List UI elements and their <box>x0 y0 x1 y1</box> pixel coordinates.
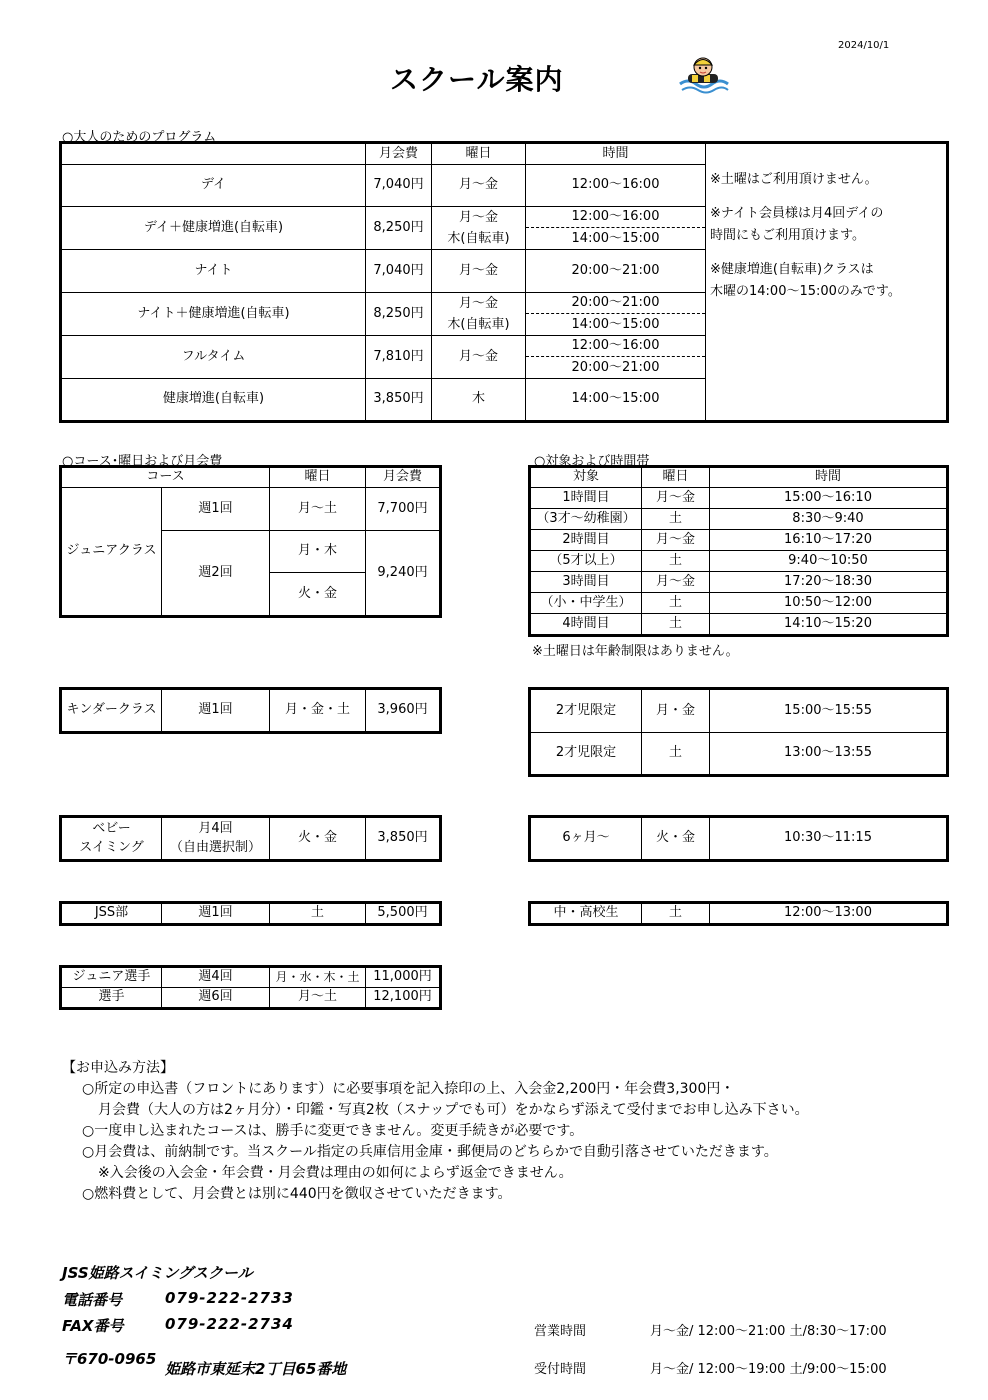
target-time: 16:10～17:20 <box>710 530 947 551</box>
jss-target: 中・高校生 <box>531 904 642 924</box>
target-label: 1時間目 <box>531 488 642 509</box>
athlete-days: 月・水・木・土 <box>270 968 366 988</box>
adult-note: ※土曜はご利用頂けません。 <box>710 171 878 187</box>
target-day: 土 <box>642 614 710 635</box>
adult-row-days: 月～金 <box>432 165 526 207</box>
adult-row-name: ナイト＋健康増進(自転車) <box>62 293 366 336</box>
course-fee: 7,700円 <box>366 488 440 531</box>
apply-line: 月会費（大人の方は2ヶ月分）・印鑑・写真2枚（スナップでも可）をかならず添えて受付までお申し込み下さい。 <box>98 1102 809 1118</box>
adult-row-days: 月～金 <box>458 296 498 311</box>
target-day: 土 <box>642 593 710 614</box>
target-label: （3才～幼稚園） <box>531 509 642 530</box>
adult-row-days: 月～金 <box>432 250 526 293</box>
adult-row-fee: 8,250円 <box>366 207 432 250</box>
kinder-time-table <box>530 689 947 775</box>
athlete-name: 選手 <box>62 988 162 1008</box>
kinder-target-day: 月・金 <box>642 690 710 733</box>
course-days: 月～土 <box>270 488 366 531</box>
target-day: 土 <box>642 509 710 530</box>
page-title: スクール案内 <box>390 63 564 96</box>
target-time: 17:20～18:30 <box>710 572 947 593</box>
address: 姫路市東延末2丁目65番地 <box>165 1360 347 1378</box>
adult-note: ※ナイト会員様は月4回デイの <box>710 205 884 221</box>
jss-name: JSS部 <box>62 904 162 924</box>
adult-header-time: 時間 <box>526 144 706 165</box>
postal-code: 〒670-0965 <box>62 1350 157 1368</box>
adult-row-name: 健康増進(自転車) <box>62 379 366 421</box>
baby-time-table <box>530 817 947 860</box>
adult-row-name: フルタイム <box>62 336 366 379</box>
fax-number: 079-222-2734 <box>165 1315 294 1333</box>
adult-row-time: 14:00～15:00 <box>526 379 706 421</box>
kinder-target-time: 15:00～15:55 <box>710 690 947 733</box>
kinder-freq: 週1回 <box>162 690 270 732</box>
target-day: 月～金 <box>642 572 710 593</box>
kinder-days: 月・金・土 <box>270 690 366 732</box>
kinder-target: 2才児限定 <box>531 733 642 775</box>
apply-heading: 【お申込み方法】 <box>62 1060 174 1076</box>
course-header-fee: 月会費 <box>366 468 440 488</box>
junior-class-label: ジュニアクラス <box>62 488 162 616</box>
jss-target-time: 12:00～13:00 <box>710 904 947 924</box>
course-days: 月・木 <box>270 531 366 573</box>
athlete-freq: 週4回 <box>162 968 270 988</box>
adult-row-fee: 3,850円 <box>366 379 432 421</box>
target-label: 4時間目 <box>531 614 642 635</box>
course-header-days: 曜日 <box>270 468 366 488</box>
adult-row-time: 14:00～15:00 <box>571 317 660 332</box>
adult-program-table <box>61 143 947 421</box>
adult-row-days: 木 <box>432 379 526 421</box>
target-time: 10:50～12:00 <box>710 593 947 614</box>
target-time: 14:10～15:20 <box>710 614 947 635</box>
swimmer-icon <box>678 52 730 94</box>
target-day: 月～金 <box>642 530 710 551</box>
adult-row-time: 12:00～16:00 <box>526 165 706 207</box>
apply-line: ○所定の申込書（フロントにあります）に必要事項を記入捺印の上、入会金2,200円・年会費3,300円・ <box>82 1081 735 1097</box>
adult-row-time: 12:00～16:00 <box>526 207 705 228</box>
baby-target: 6ヶ月～ <box>531 818 642 860</box>
kinder-table <box>61 689 440 732</box>
target-label: （5才以上） <box>531 551 642 572</box>
adult-row-name: ナイト <box>62 250 366 293</box>
course-freq: 週1回 <box>162 488 270 531</box>
adult-row-time: 20:00～21:00 <box>526 293 705 314</box>
business-hours: 月～金/ 12:00～21:00 土/8:30～17:00 <box>650 1324 887 1339</box>
adult-row-fee: 8,250円 <box>366 293 432 336</box>
baby-days: 火・金 <box>270 818 366 860</box>
target-day: 月～金 <box>642 488 710 509</box>
adult-row-days: 木(自転車) <box>447 317 510 332</box>
apply-line: ○月会費は、前納制です。当スクール指定の兵庫信用金庫・郵便局のどちらかで自動引落させていただきます。 <box>82 1144 778 1160</box>
adult-row-name: デイ＋健康増進(自転車) <box>62 207 366 250</box>
course-days: 火・金 <box>270 573 366 616</box>
jss-days: 土 <box>270 904 366 924</box>
issue-date: 2024/10/1 <box>838 40 890 51</box>
target-label: 3時間目 <box>531 572 642 593</box>
target-label: （小・中学生） <box>531 593 642 614</box>
adult-notes <box>706 165 947 421</box>
baby-freq: （自由選択制） <box>169 839 261 855</box>
baby-name: ベビー <box>92 821 131 837</box>
athlete-days: 月～土 <box>270 988 366 1008</box>
athlete-table <box>61 967 440 1008</box>
target-section-title: ○対象および時間帯 <box>534 454 650 469</box>
adult-header-fee: 月会費 <box>366 144 432 165</box>
target-header-days: 曜日 <box>642 468 710 488</box>
baby-freq: 月4回 <box>198 821 233 837</box>
target-label: 2時間目 <box>531 530 642 551</box>
baby-table <box>61 817 440 860</box>
apply-line: ○燃料費として、月会費とは別に440円を徴収させていただきます。 <box>82 1186 512 1202</box>
athlete-name: ジュニア選手 <box>62 968 162 988</box>
tel-label: 電話番号 <box>62 1291 123 1309</box>
target-header-time: 時間 <box>710 468 947 488</box>
fax-label: FAX番号 <box>62 1317 124 1335</box>
adult-row-days: 月～金 <box>432 336 526 379</box>
adult-row-fee: 7,810円 <box>366 336 432 379</box>
adult-row-time: 12:00～16:00 <box>526 336 705 357</box>
baby-fee: 3,850円 <box>366 818 440 860</box>
target-time: 8:30～9:40 <box>710 509 947 530</box>
kinder-target-time: 13:00～13:55 <box>710 733 947 775</box>
course-header-course: コース <box>62 468 270 488</box>
adult-note: 木曜の14:00～15:00のみです。 <box>710 283 901 299</box>
target-note: ※土曜日は年齢制限はありません。 <box>532 644 739 659</box>
course-section-title: ○コース･曜日および月会費 <box>62 454 223 469</box>
kinder-target: 2才児限定 <box>531 690 642 733</box>
baby-target-time: 10:30～11:15 <box>710 818 947 860</box>
adult-row-name: デイ <box>62 165 366 207</box>
target-day: 土 <box>642 551 710 572</box>
adult-row-days: 月～金 <box>458 210 498 225</box>
adult-note: 時間にもご利用頂けます。 <box>710 227 865 243</box>
adult-row-fee: 7,040円 <box>366 165 432 207</box>
baby-target-day: 火・金 <box>642 818 710 860</box>
jss-target-day: 土 <box>642 904 710 924</box>
adult-section-title: ○大人のためのプログラム <box>62 130 217 145</box>
target-time: 15:00～16:10 <box>710 488 947 509</box>
athlete-fee: 12,100円 <box>366 988 440 1008</box>
adult-row-days: 木(自転車) <box>447 231 510 246</box>
apply-line: ※入会後の入会金・年会費・月会費は理由の如何によらず返金できません。 <box>98 1165 573 1181</box>
adult-row-time: 20:00～21:00 <box>571 360 660 375</box>
adult-row-fee: 7,040円 <box>366 250 432 293</box>
tel-number[interactable]: 079-222-2733 <box>165 1289 294 1307</box>
target-table <box>530 467 947 635</box>
kinder-fee: 3,960円 <box>366 690 440 732</box>
athlete-freq: 週6回 <box>162 988 270 1008</box>
course-fee: 9,240円 <box>366 531 440 616</box>
kinder-name: キンダークラス <box>62 690 162 732</box>
apply-line: ○一度申し込まれたコースは、勝手に変更できません。変更手続きが必要です。 <box>82 1123 584 1139</box>
kinder-target-day: 土 <box>642 733 710 775</box>
adult-header-note-blank <box>706 144 947 165</box>
course-table <box>61 467 440 616</box>
application-instructions <box>62 1058 809 1205</box>
jss-table <box>61 903 440 924</box>
adult-row-time: 20:00～21:00 <box>526 250 706 293</box>
adult-header-days: 曜日 <box>432 144 526 165</box>
adult-row-time: 14:00～15:00 <box>571 231 660 246</box>
business-hours-label: 営業時間 <box>534 1324 587 1339</box>
adult-note: ※健康増進(自転車)クラスは <box>710 261 874 277</box>
adult-header-blank <box>62 144 366 165</box>
target-header-target: 対象 <box>531 468 642 488</box>
jss-time-table <box>530 903 947 924</box>
athlete-fee: 11,000円 <box>366 968 440 988</box>
target-time: 9:40～10:50 <box>710 551 947 572</box>
course-freq: 週2回 <box>162 531 270 616</box>
school-name: JSS姫路スイミングスクール <box>62 1264 253 1282</box>
jss-fee: 5,500円 <box>366 904 440 924</box>
reception-hours-label: 受付時間 <box>534 1362 587 1377</box>
baby-name: スイミング <box>79 839 144 855</box>
jss-freq: 週1回 <box>162 904 270 924</box>
reception-hours: 月～金/ 12:00～19:00 土/9:00～15:00 <box>650 1362 887 1377</box>
